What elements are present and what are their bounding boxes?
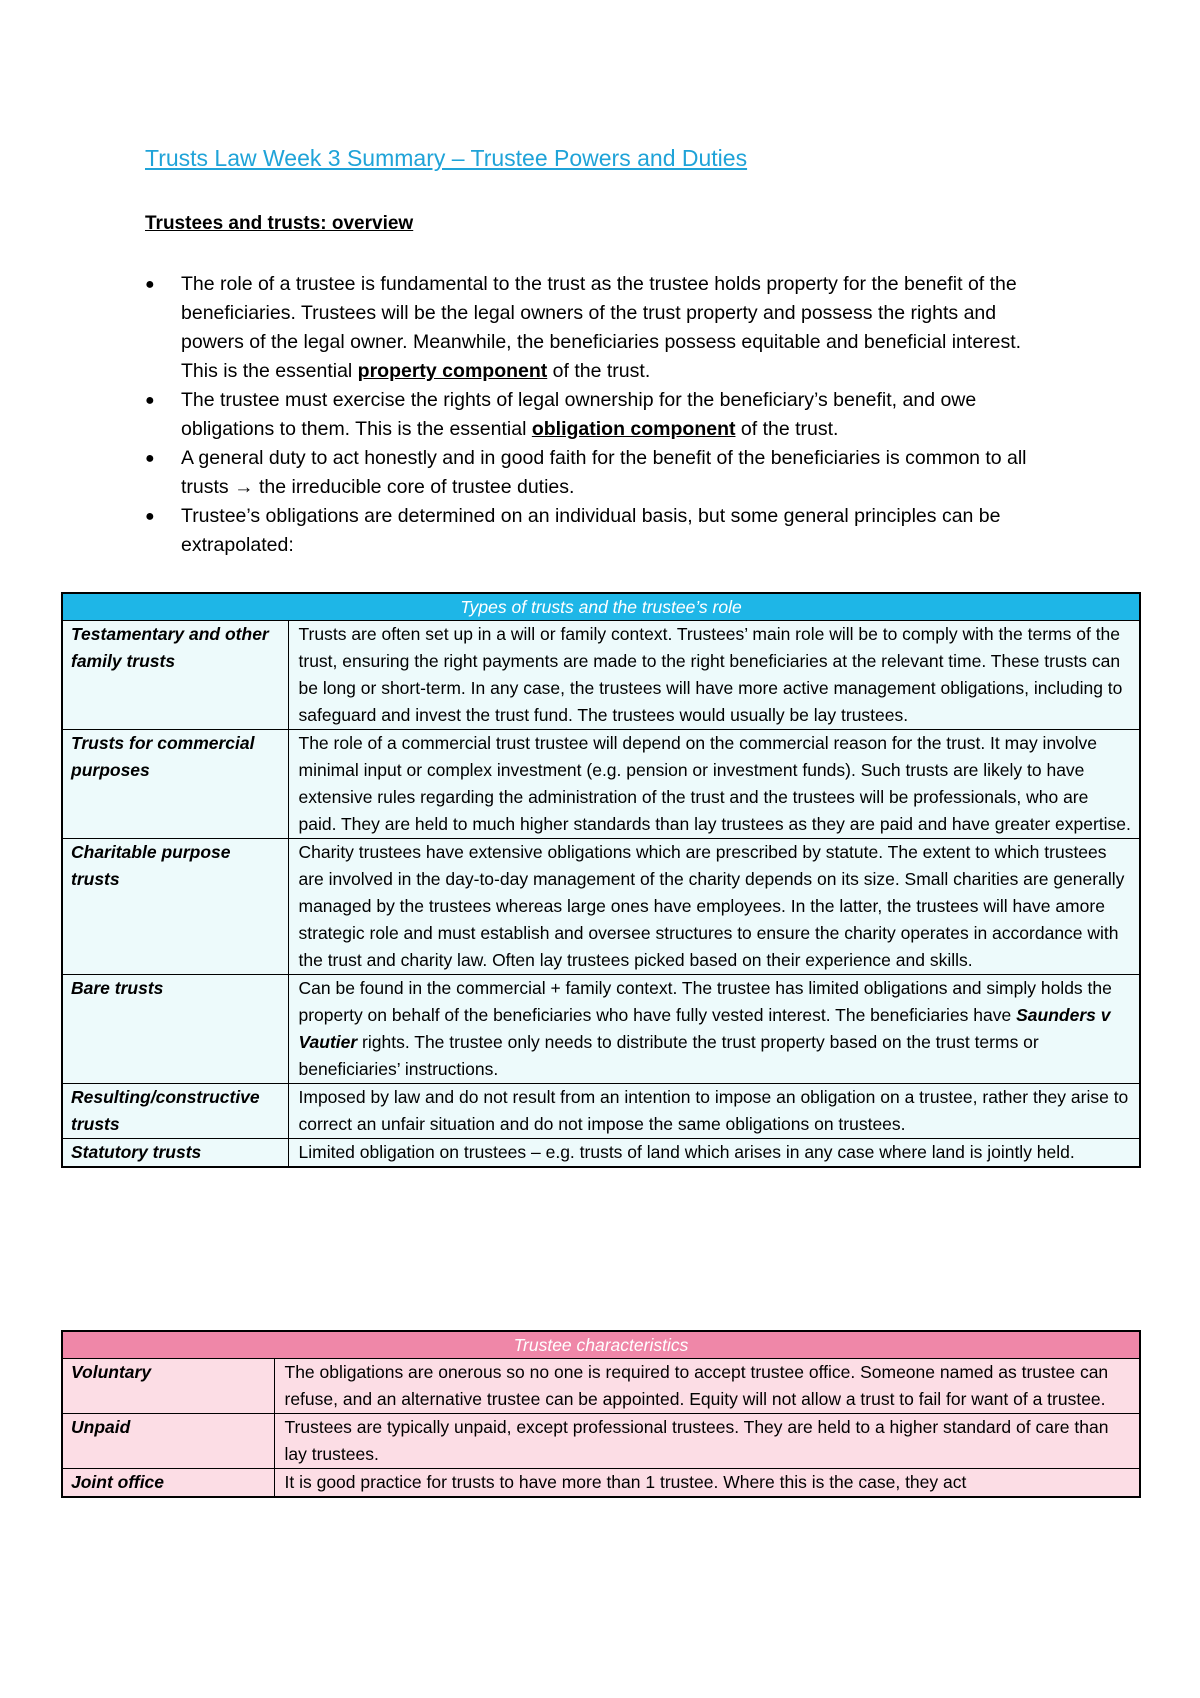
- section-heading: Trustees and trusts: overview: [145, 213, 414, 234]
- row-description: It is good practice for trusts to have more than 1 trustee. Where this is the case, they act: [274, 1469, 1140, 1498]
- table-header: Types of trusts and the trustee’s role: [62, 593, 1140, 621]
- bullet-text: A general duty to act honestly and in good faith for the benefit of the beneficiaries is common to all trusts → the irreducible core of trustee duties.: [181, 447, 1027, 498]
- bullet-icon: ●: [145, 508, 155, 525]
- row-text: Trusts are often set up in a will or family context. Trustees’ main role will be to comply with the terms of the trust, ensuring the right payments are made to the right beneficiaries at the relevant time. These trusts can be long or short-term. In any case, the trustees will have more active management obligations, including to safeguard and invest the trust fund. The trustees would usually be lay trustees.: [298, 624, 1123, 725]
- row-text: Imposed by law and do not result from an intention to impose an obligation on a trustee, rather they arise to correct an unfair situation and do not impose the same obligations on trustees.: [298, 1087, 1129, 1134]
- table-row: [62, 730, 1140, 839]
- table-row: [62, 1084, 1140, 1139]
- row-label: Testamentary and other family trusts: [62, 621, 288, 730]
- row-label: Bare trusts: [62, 975, 288, 1084]
- bullet-icon: ●: [145, 276, 155, 293]
- row-text: Can be found in the commercial + family context. The trustee has limited obligations and simply holds the property on behalf of the beneficiaries who have fully vested interest. The beneficiaries have: [298, 978, 1112, 1025]
- table-row: [62, 839, 1140, 975]
- row-text: Charity trustees have extensive obligations which are prescribed by statute. The extent to which trustees are involved in the day-to-day management of the charity depends on its size. Small charities are generally managed by the trustees whereas large ones have employees. In the latter, the trustees will have amore strategic role and must establish and oversee structures to ensure the charity operates in accordance with the trust and charity law. Often lay trustees picked based on their experience and skills.: [298, 842, 1125, 970]
- bullet-icon: ●: [145, 450, 155, 467]
- row-description: [288, 1139, 1140, 1168]
- row-label: Unpaid: [62, 1414, 274, 1469]
- row-label: Resulting/constructive trusts: [62, 1084, 288, 1139]
- table-row: [62, 1414, 1140, 1469]
- case-name: Saunders v Vautier: [298, 1005, 1111, 1052]
- trust-types-table: [61, 592, 1141, 1168]
- row-description: Trustees are typically unpaid, except professional trustees. They are held to a higher standard of care than lay trustees.: [274, 1414, 1140, 1469]
- bullet-item: [145, 270, 1045, 386]
- bullet-item: [145, 444, 1045, 502]
- row-label: Statutory trusts: [62, 1139, 288, 1168]
- bullet-text-end: of the trust.: [547, 360, 651, 382]
- row-text-end: rights. The trustee only needs to distribute the trust property based on the trust terms or beneficiaries’ instructions.: [298, 1032, 1039, 1079]
- row-label: Voluntary: [62, 1359, 274, 1414]
- row-text: Limited obligation on trustees – e.g. trusts of land which arises in any case where land is jointly held.: [298, 1142, 1075, 1162]
- bullet-item: [145, 386, 1045, 444]
- bullet-emphasis: obligation component: [531, 418, 736, 440]
- table-row: [62, 1469, 1140, 1498]
- row-description: [288, 839, 1140, 975]
- table-row: [62, 975, 1140, 1084]
- table-row: [62, 621, 1140, 730]
- table-header-row: [62, 1331, 1140, 1359]
- bullet-text: The trustee must exercise the rights of legal ownership for the beneficiary’s benefit, and owe obligations to them. This is the essential: [181, 389, 977, 440]
- document-title: Trusts Law Week 3 Summary – Trustee Powers and Duties: [145, 145, 748, 171]
- row-description: [288, 621, 1140, 730]
- row-label: Charitable purpose trusts: [62, 839, 288, 975]
- bullet-text: Trustee’s obligations are determined on an individual basis, but some general principles can be extrapolated:: [181, 505, 1001, 556]
- row-description: [288, 730, 1140, 839]
- row-description: The obligations are onerous so no one is required to accept trustee office. Someone named as trustee can refuse, and an alternative trustee can be appointed. Equity will not allow a trust to fail for want of a trustee.: [274, 1359, 1140, 1414]
- row-description: [288, 975, 1140, 1084]
- trustee-characteristics-table: [61, 1330, 1141, 1498]
- table-row: [62, 1359, 1140, 1414]
- table-header-row: [62, 593, 1140, 621]
- bullet-icon: ●: [145, 392, 155, 409]
- bullet-item: [145, 502, 1045, 560]
- bullet-text-end: of the trust.: [735, 418, 839, 440]
- row-text: The role of a commercial trust trustee will depend on the commercial reason for the trust. It may involve minimal input or complex investment (e.g. pension or investment funds). Such trusts are likely to have extensive rules regarding the administration of the trust and the trustees will be professionals, who are paid. They are held to much higher standards than lay trustees as they are paid and have greater expertise.: [298, 733, 1131, 834]
- table-row: [62, 1139, 1140, 1168]
- bullet-text: The role of a trustee is fundamental to the trust as the trustee holds property for the benefit of the beneficiaries. Trustees will be the legal owners of the trust property and possess the rights and powers of the legal owner. Meanwhile, the beneficiaries possess equitable and beneficial interest. This is the essential: [181, 273, 1022, 382]
- row-description: [288, 1084, 1140, 1139]
- row-label: Trusts for commercial purposes: [62, 730, 288, 839]
- bullet-emphasis: property component: [357, 360, 548, 382]
- table-header: Trustee characteristics: [62, 1331, 1140, 1359]
- overview-bullet-list: [145, 270, 1045, 560]
- row-label: Joint office: [62, 1469, 274, 1498]
